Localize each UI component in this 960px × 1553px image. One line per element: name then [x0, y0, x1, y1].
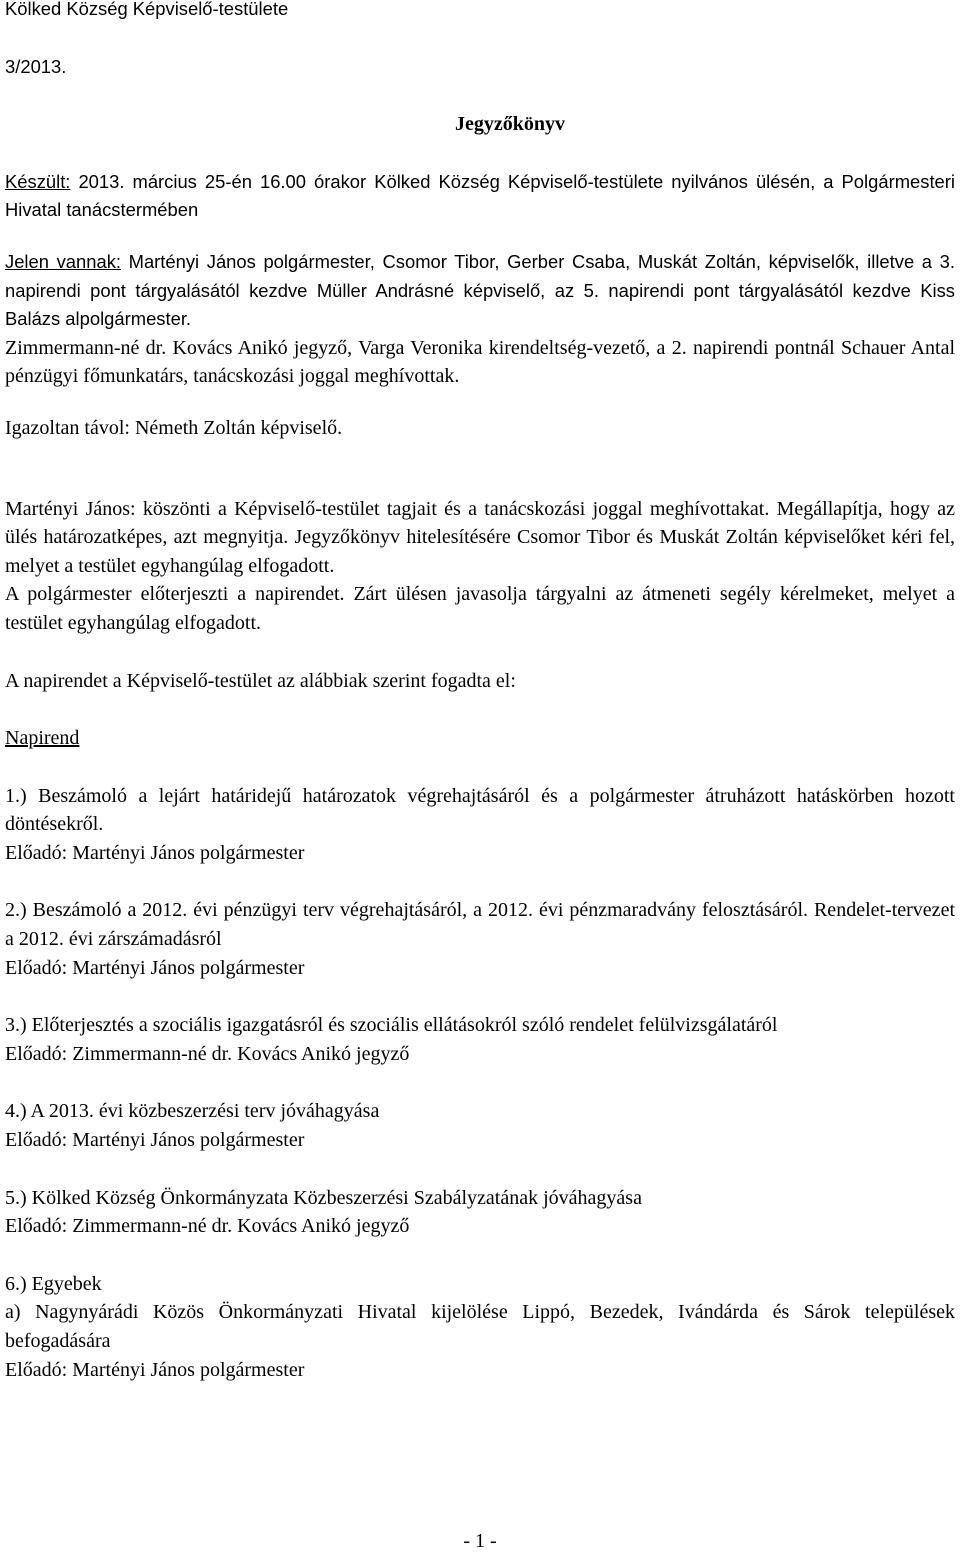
page-number: - 1 - [463, 1530, 497, 1552]
agenda-item-presenter: Előadó: Zimmermann-né dr. Kovács Anikó jegyző [5, 1215, 410, 1238]
agenda-item-text: 4.) A 2013. évi közbeszerzési terv jóváhagyása [5, 1100, 380, 1123]
agenda-accepted-paragraph: A napirendet a Képviselő-testület az alábbiak szerint fogadta el: [5, 669, 516, 692]
document-title: Jegyzőkönyv [455, 113, 565, 136]
agenda-item-text: 3.) Előterjesztés a szociális igazgatásról és szociális ellátásokról szóló rendelet felülvizsgálatáról [5, 1014, 778, 1037]
agenda-proposal-paragraph: A polgármester előterjeszti a napirendet. Zárt ülésen javasolja tárgyalni az átmeneti segély kérelmeket, melyet a testület egyhangúlag elfogadott. [5, 583, 955, 634]
agenda-item [5, 1011, 955, 1068]
agenda-item-text: 6.) Egyebek [5, 1272, 102, 1295]
agenda-item-text: 5.) Kölked Község Önkormányzata Közbeszerzési Szabályzatának jóváhagyása [5, 1186, 642, 1209]
absent-paragraph: Igazoltan távol: Németh Zoltán képviselő. [5, 416, 343, 439]
agenda-item [5, 782, 955, 868]
agenda-item [5, 896, 955, 982]
agenda-item-presenter: Előadó: Martényi János polgármester [5, 956, 305, 979]
document-page [5, 0, 955, 1384]
made-label: Készült: [5, 170, 71, 192]
agenda-item-presenter: Előadó: Martényi János polgármester [5, 841, 305, 864]
made-paragraph [5, 168, 955, 225]
document-number: 3/2013. [5, 55, 67, 77]
agenda-item-subtext: a) Nagynyárádi Közös Önkormányzati Hivatal kijelölése Lippó, Bezedek, Ivándárda és Sárok települések befogadására [5, 1301, 955, 1352]
present-paragraph [5, 248, 955, 334]
opening-paragraph: Martényi János: köszönti a Képviselő-testület tagjait és a tanácskozási joggal meghívottakat. Megállapítja, hogy az ülés határozatképes, azt megnyitja. Jegyzőkönyv hitelesítésére Csomor Tibor és Muskát Zoltán képviselőket kéri fel, melyet a testület egyhangúlag elfogadott. [5, 497, 955, 577]
agenda-item [5, 1184, 955, 1241]
invited-paragraph: Zimmermann-né dr. Kovács Anikó jegyző, Varga Veronika kirendeltség-vezető, a 2. napirendi pontnál Schauer Antal pénzügyi főmunkatárs, tanácskozási joggal meghívottak. [5, 336, 955, 388]
agenda-item-presenter: Előadó: Zimmermann-né dr. Kovács Anikó jegyző [5, 1042, 410, 1065]
agenda-item-text: 2.) Beszámoló a 2012. évi pénzügyi terv végrehajtásáról, a 2012. évi pénzmaradvány felosztásáról. Rendelet-tervezet a 2012. évi zárszámadásról [5, 899, 955, 951]
agenda-list [5, 782, 955, 1385]
agenda-item-presenter: Előadó: Martényi János polgármester [5, 1358, 305, 1381]
agenda-heading: Napirend [5, 727, 80, 750]
agenda-item-text: 1.) Beszámoló a lejárt határidejű határozatok végrehajtásáról és a polgármester átruházott hatáskörben hozott döntésekről. [5, 784, 955, 836]
agenda-item [5, 1270, 955, 1384]
made-text: 2013. március 25-én 16.00 órakor Kölked Község Képviselő-testülete nyilvános ülésén, a Polgármesteri Hivatal tanácstermében [5, 170, 955, 221]
agenda-item [5, 1097, 955, 1154]
present-text: Martényi János polgármester, Csomor Tibor, Gerber Csaba, Muskát Zoltán, képviselők, illetve a 3. napirendi pont tárgyalásától kezdve Müller Andrásné képviselő, az 5. napirendi pont tárgyalásától kezdve Kiss Balázs alpolgármester. [5, 250, 955, 330]
agenda-item-presenter: Előadó: Martényi János polgármester [5, 1129, 305, 1152]
present-label: Jelen vannak: [5, 250, 121, 272]
org-name: Kölked Község Képviselő-testülete [5, 0, 289, 19]
